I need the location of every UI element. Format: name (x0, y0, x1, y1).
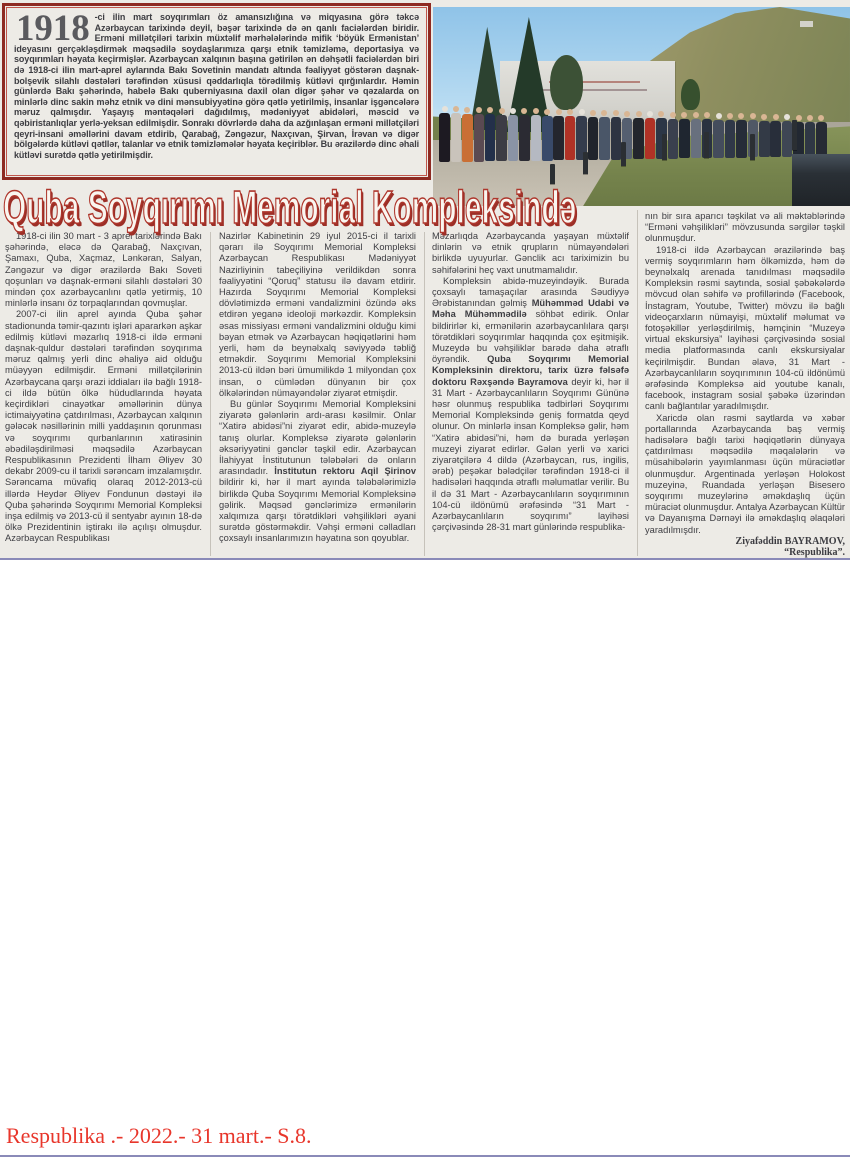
person-figure (691, 112, 702, 158)
person-torso (485, 114, 496, 161)
photo-bollard (704, 132, 709, 158)
person-figure (645, 111, 656, 159)
source-citation: Respublika .- 2022.- 31 mart.- S.8. (6, 1123, 312, 1148)
article-paragraph: Bu günlər Soyqırımı Memorial Kompleksini ziyarətə gələnlərin ardı-arası kəsilmir. Onlar “Xatirə abidəsi”ni ziyarət edir, abidə-muzeylə tanış olurlar. Kompleksə ziyarətə gələnlərin əksəriyyətini gənclər təşkil edir. Azərbaycan İlahiyyat İnstitutunun tələbələri də onların arasındadır. İnstitutun rektoru Aqil Şirinov bildirir ki, hər il mart ayında tələbələrimizlə birlikdə Quba Soyqırımı Memorial Kompleksinə gəlirik. Məqsəd gənclərimizə ermənilərin xalqımıza qarşı törətdikləri vəhşilikləri əyani surətdə göstərməkdir. Vəhşi erməni cəlladları çoxsaylı insanlarımızın həyatına son qoyublar. (219, 399, 416, 544)
person-figure (782, 114, 793, 157)
article-paragraph: Məzarlıqda Azərbaycanda yaşayan müxtəlif dinlərin və etnik qrupların nümayəndələri birlikdə uyuyurlar. Gənclik acı tariximizin bu səhifələrini heç vaxt unutmamalıdır. (432, 231, 629, 275)
article-column-4 (645, 211, 845, 558)
article-column-3 (432, 231, 629, 558)
person-torso (691, 119, 702, 158)
person-torso (679, 119, 690, 159)
person-torso (599, 117, 610, 160)
article-column-1 (5, 231, 202, 558)
person-figure (805, 115, 816, 157)
person-torso (508, 115, 519, 161)
person-figure (668, 112, 679, 159)
person-head (738, 113, 744, 119)
person-figure (508, 108, 519, 161)
photo-bollard (662, 134, 667, 160)
article-paragraph: Ziyafəddin BAYRAMOV, (735, 535, 845, 547)
person-head (453, 106, 459, 112)
person-figure (451, 106, 462, 162)
person-figure (736, 113, 747, 157)
person-head (533, 108, 539, 114)
person-head (704, 112, 710, 118)
person-torso (553, 116, 564, 161)
person-figure (611, 110, 622, 159)
person-head (784, 114, 790, 120)
article-paragraph: Xaricdə olan rəsmi saytlarda və xəbər portallarında Azərbaycanda baş vermiş hadisələrə bağlı tarixi həqiqətlərin dünyaya çatdırılması məqsədilə məqalələrin və müsahibələrin yayımlanması üçün müraciətlər olunmuşdur. Argentinada yerləşən Holokost muzeyinə, Ruandada yerləşən Bisesero soyqırımı muzeylərinə əməkdaşlıq üçün müraciət olunmuşdur. Antalya Azərbaycan Kültür və Dayanışma Dərnəyi ilə əməkdaşlıq əlaqələri yaradılmışdır. (645, 412, 845, 535)
person-torso (462, 114, 473, 162)
person-head (499, 108, 505, 114)
person-figure (599, 110, 610, 160)
person-head (773, 114, 779, 120)
newspaper-clipping (0, 0, 850, 558)
article-paragraph: Nazirlər Kabinetinin 29 iyul 2015-ci il tarixli qərarı ilə Soyqırımı Memorial Kompleksi Azərbaycan Respublikası Mədəniyyət Nazirliyinin tabeçiliyinə verildikdən sonra fəaliyyətini “Qoruq” statusu ilə davam etdirir. Hazırda Soyqırımı Memorial Kompleksi dövlətimizdə erməni vandalizmini özündə əks etdirən yeganə ideoloji mərkəzdir. Kompleksin əsas missiyası erməni vandalizmini olduğu kimi bəyan etmək və Azərbaycan həqiqətlərini həm yerli, həm də beynəlxalq səviyyədə təbliğ etməkdir. Soyqırımı Memorial Kompleksini 2013-cü ildən bəri ümumilikdə 1 milyondan çox insan, o cümlədən dünyanın bir çox ölkələrindən nümayəndələr ziyarət etmişdir. (219, 231, 416, 398)
memorial-group-photo (433, 7, 850, 206)
person-torso (633, 118, 644, 159)
person-figure (679, 112, 690, 159)
article-paragraph: Kompleksin abidə-muzeyindəyik. Burada çoxsaylı tamaşaçılar arasında Səudiyyə Ərəbistanından gəlmiş Mühəmməd Udabi və Məha Mühəmmədilə söhbət edirik. Onlar bildirirlər ki, ermənilərin azərbaycanlılara qarşı törətdikləri soyqırımlar haqqında çox eşitmişik. Muzeydə bu vəhşiliklər barədə daha ətraflı öyrəndik. Quba Soyqırımı Memorial Kompleksinin direktoru, tarix üzrə fəlsəfə doktoru Rəxşəndə Bayramova deyir ki, hər il 31 Mart - Azərbaycanlıların Soyqırımı Gününə həsr olunmuş respublika tədbirləri Soyqırımı Memorial Kompleksində geniş formatda qeyd olunur. On minlərlə insan Kompleksə gəlir, həm “Xatirə abidəsi”ni, həm də burada yerləşən muzeyi ziyarət edirlər. Gələn yerli və xarici ziyarətçilərə 4 dildə (Azərbaycan, rus, ingilis, ərəb) peşəkar bələdçilər tərəfindən 1918-ci il hadisələri haqqında ətraflı məlumatlar verilir. Bu il də 31 Mart - Azərbaycanlıların soyqırımının 104-cü ildönümü ərəfəsində “31 Mart - Azərbaycanlıların soyqırımı” layihəsi çərçivəsində 28-31 mart günlərində respublika- (432, 275, 629, 533)
person-head (442, 106, 448, 112)
person-head (613, 110, 619, 116)
citation-footer (0, 558, 850, 1148)
person-torso (611, 117, 622, 159)
person-head (510, 108, 516, 114)
photo-bollard (750, 134, 755, 160)
person-head (487, 107, 493, 113)
photo-people-row (439, 91, 843, 167)
person-torso (736, 120, 747, 157)
column-divider (424, 232, 425, 556)
article-paragraph: “Respublika”. (784, 547, 845, 558)
person-head (693, 112, 699, 118)
person-head (544, 109, 550, 115)
person-figure (759, 114, 770, 157)
photo-stone-monument (792, 154, 850, 206)
person-torso (451, 113, 462, 162)
article-paragraph: 1918-ci ildə Azərbaycan ərazilərində baş vermiş soyqırımların həm ölkəmizdə, həm də beynəlxalq arenada tanıdılması məqsədilə Kompleksin rəsmi saytında, sosial şəbəkələrdə mövcud olan səhifə və profillərində (Facebook, İnstagram, Youtube, Twitter) mövzu ilə bağlı videoçarxların nümayişi, müxtəlif məlumat və fotoşəkillər yerləşdirilmiş, həmçinin “Muzeyə virtual ekskursiya” layihəsi çərçivəsində sosial media platformasında canlı ekskursiyalar keçirilmişdir. Bundan əlavə, 31 Mart - Azərbaycanlıların soyqırımının 104-cü ildönümü ərəfəsində Kompleksə aid youtube kanalı, facebook, instagram sosial şəbəkə üzərindən canlı bağlantılar yaradılmışdır. (645, 244, 845, 412)
person-figure (725, 113, 736, 158)
person-head (670, 112, 676, 118)
person-torso (668, 119, 679, 159)
person-torso (474, 114, 485, 162)
person-head (727, 113, 733, 119)
person-head (624, 111, 630, 117)
person-torso (496, 115, 507, 162)
person-head (476, 107, 482, 113)
person-figure (485, 107, 496, 161)
person-figure (519, 108, 530, 161)
person-head (761, 114, 767, 120)
person-figure (531, 108, 542, 160)
person-head (601, 110, 607, 116)
intro-box-inner (6, 7, 427, 176)
article-paragraph: nın bir sıra aparıcı təşkilat və ali məktəblərində “Erməni vəhşilikləri” mövzusunda sərgilər təşkil olunmuşdur. (645, 211, 845, 244)
person-head (464, 107, 470, 113)
intro-body-text: -ci ilin mart soyqırımları öz amansızlığına və miqyasına görə təkcə Azərbaycan tarixində deyil, bəşər tarixində də ən qanlı faciələrdən biridir. Erməni millətçiləri tarixin müxtəlif mərhələlərində mifik ‘böyük Ermənistan’ ideyasını gerçəkləşdirmək məqsədilə soydaşlarımıza qarşı etnik təmizləmə, deportasiya və soyqırımları həyata keçirmişlər. Azərbaycan xalqının başına gətirilən ən dəhşətli faciələrdən biri də 1918-ci ilin mart-aprel aylarında Bakı Sovetinin mandatı altında fəaliyyət göstərən daşnak-bolşevik silahlı dəstələri tərəfindən xüsusi qəddarlıqla törədilmiş kütləvi qırğınlardır. Həmin günlərdə Bakı şəhərində, habelə Bakı quberniyasına daxil olan digər şəhər və qəzalarda on minlərlə dinc sakin məhz etnik və dini mənsubiyyətinə görə qətlə yetirilmiş, insanlar işgəncələrə məruz qalmışdır. Yaşayış məntəqələri dağıdılmış, mədəniyyət abidələri, məscid və qəbiristanlıqlar yerlə-yeksan edilmişdir. Sonrakı dövrlərdə daha da azğınlaşan erməni millətçiləri qeyri-insani əməllərini davam etdirib, Qarabağ, Zəngəzur, Naxçıvan, Şirvan, İrəvan və digər bölgələrdə kütləvi qətllər, talanlar və etnik təmizləmələr həyata keçiriblər. Bu ərazilərdə dinc əhali kütləvi surətdə qətlə yetirilmişdir. (14, 12, 419, 160)
person-head (636, 111, 642, 117)
person-torso (725, 120, 736, 158)
intro-paragraph (14, 8, 419, 160)
person-torso (805, 122, 816, 157)
photo-bollard (621, 142, 626, 166)
person-figure (816, 115, 827, 156)
person-head (579, 109, 585, 115)
person-head (658, 111, 664, 117)
person-torso (759, 121, 770, 157)
person-head (521, 108, 527, 114)
person-head (556, 109, 562, 115)
person-figure (713, 113, 724, 158)
person-torso (645, 118, 656, 159)
person-torso (542, 116, 553, 161)
person-head (750, 113, 756, 119)
photo-bollard (792, 120, 797, 150)
person-figure (565, 109, 576, 160)
person-torso (713, 120, 724, 158)
person-figure (633, 111, 644, 159)
person-figure (553, 109, 564, 161)
person-torso (588, 117, 599, 160)
intro-dropcap: 1918 (16, 8, 90, 49)
article-paragraph: 1918-ci ilin 30 mart - 3 aprel tarixlərində Bakı şəhərində, eləcə də Qarabağ, Naxçıvan, Şamaxı, Quba, Xaçmaz, Lənkəran, Salyan, Zəngəzur və digər ərazilərdə Bakı Soveti qoşunları və daşnak-erməni silahlı dəstələri 30 mindən çox azərbaycanlını qətlə yetirmiş, 10 minlərlə insanı öz torpaqlarından qovmuşlar. (5, 231, 202, 309)
person-head (818, 115, 824, 121)
person-figure (770, 114, 781, 157)
person-figure (542, 109, 553, 161)
article-headline: Quba Soyqırımı Memorial Kompleksində (3, 181, 577, 233)
person-figure (496, 108, 507, 162)
person-head (647, 111, 653, 117)
person-torso (519, 115, 530, 161)
person-head (567, 109, 573, 115)
column-divider (210, 232, 211, 556)
person-torso (439, 113, 450, 162)
person-torso (770, 121, 781, 157)
person-torso (816, 122, 827, 156)
photo-bollard (583, 152, 588, 174)
person-torso (531, 115, 542, 160)
person-figure (474, 107, 485, 162)
person-figure (462, 107, 473, 162)
person-head (681, 112, 687, 118)
person-head (590, 110, 596, 116)
person-head (716, 113, 722, 119)
person-torso (565, 116, 576, 160)
article-paragraph: 2007-ci ilin aprel ayında Quba şəhər stadionunda təmir-qazıntı işləri apararkən aşkar edilmiş kütləvi məzarlıq 1918-ci ildə erməni daşnak-quldur dəstələri tərəfindən soyqırıma məruz qalmış yerli dinc əhaliyə aid olduğu müəyyən edilmişdir. Erməni millətçilərinin Azərbaycana qarşı ərazi iddiaları ilə bağlı 1918-ci ildə bütün ölkə hüdudlarında həyata keçirdikləri cinayətkar əməllərinin dünya ictimaiyyətinə çatdırılması, Azərbaycan xalqının gələcək nəsillərinin milli yaddaşının qorunması və soyqırımı qurbanlarının xatirəsinin əbədiləşdirilməsi məqsədilə Azərbaycan Respublikasının Prezidenti İlham Əliyev 30 dekabr 2009-cu il tarixli sərəncam imzalamışdır. Sərəncama müvafiq olaraq 2012-2013-cü illərdə Heydər Əliyev Fondunun dəstəyi ilə Quba şəhərində Soyqırımı Memorial Kompleksi inşa edilmiş və 2013-cü il sentyabr ayının 18-də ölkə Prezidentinin iştirakı ilə açılışı olmuşdur. Azərbaycan Respublikası (5, 309, 202, 544)
intro-box (2, 3, 431, 180)
person-figure (439, 106, 450, 162)
photo-ridge-structure (800, 21, 813, 27)
person-head (807, 115, 813, 121)
column-divider (637, 210, 638, 556)
person-torso (782, 121, 793, 157)
person-figure (588, 110, 599, 160)
article-column-2 (219, 231, 416, 558)
